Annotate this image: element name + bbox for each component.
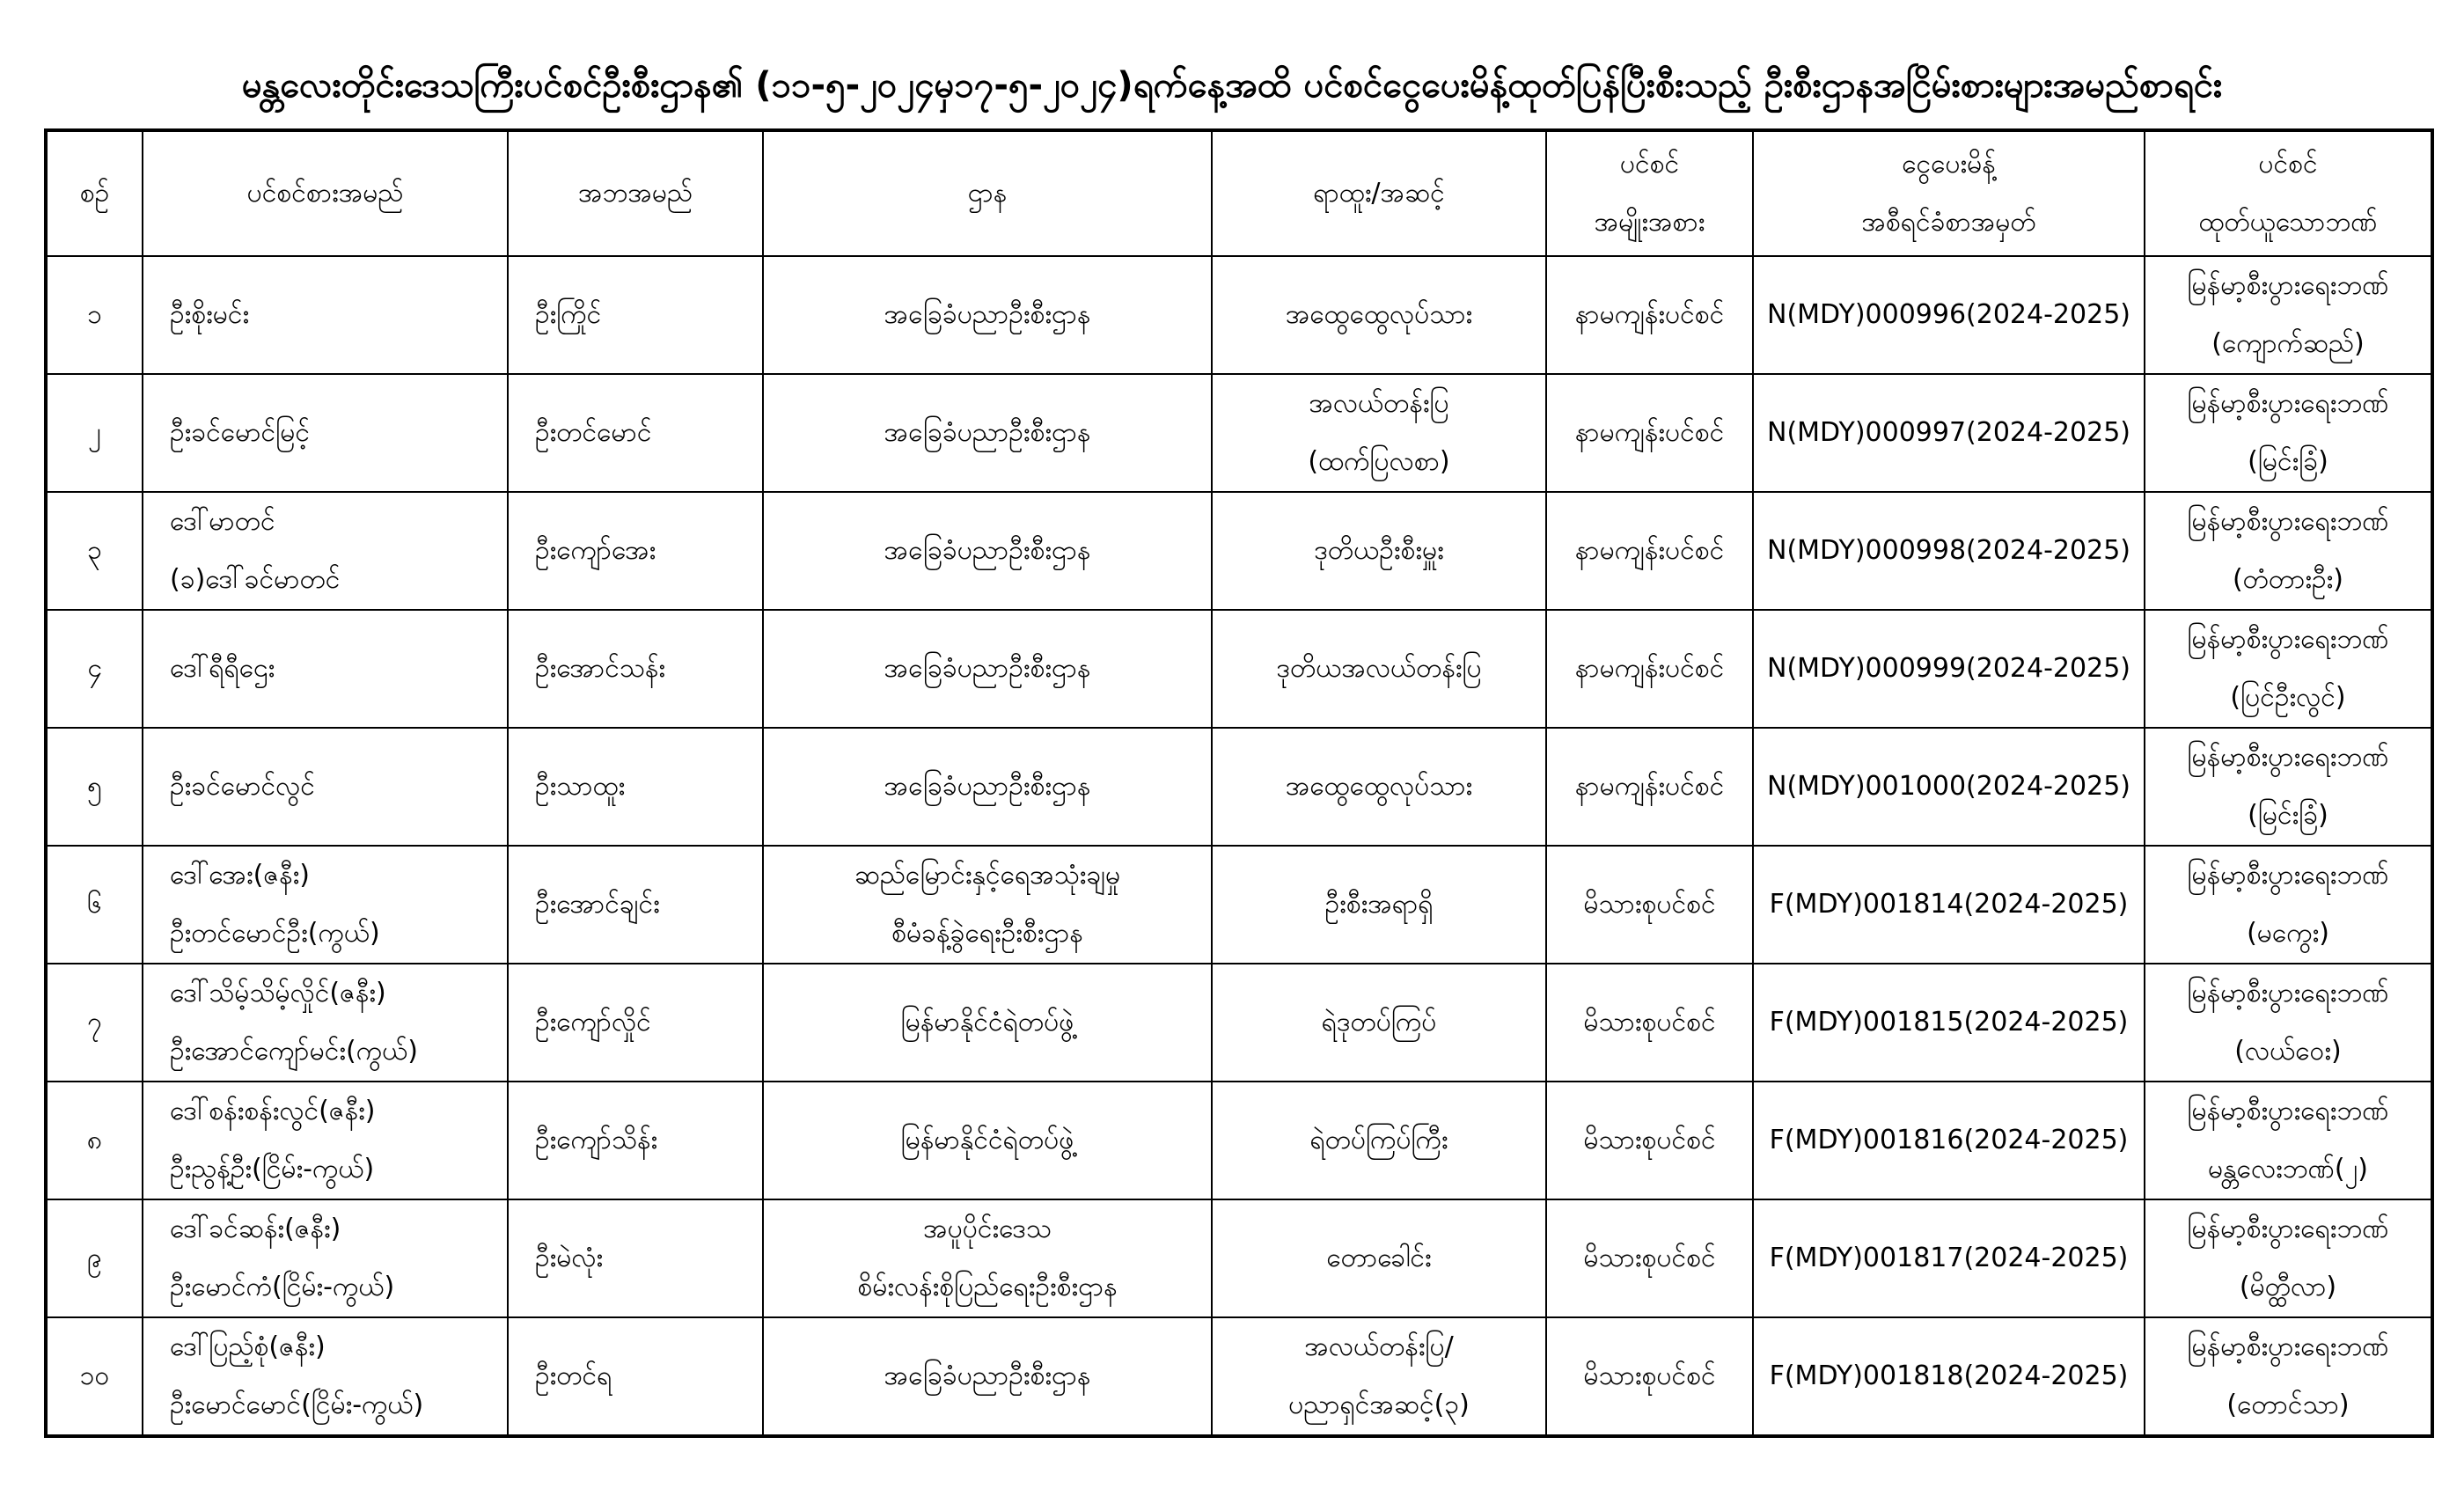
header-label-line: ငွေပေးမိန့် <box>1902 149 1996 180</box>
pension-type-cell-line: နာမကျန်းပင်စင် <box>1574 535 1725 566</box>
serial-cell-line: ၅ <box>87 771 102 802</box>
bank-cell-line: (ကျောက်ဆည်) <box>2211 328 2365 359</box>
serial-cell <box>46 964 143 1082</box>
bank-cell-line: မြန်မာ့စီးပွားရေးဘဏ် <box>2187 1096 2389 1126</box>
bank-cell <box>2145 964 2432 1082</box>
serial-cell-line: ၁ <box>87 299 102 330</box>
document-title: မန္တလေးတိုင်းဒေသကြီးပင်စင်ဦးစီးဌာန၏ (၁၁-၅-၂၀၂၄မှ၁၇-၅-၂၀၂၄)ရက်နေ့အထိ ပင်စင်ငွေပေးမိန့်ထုတ်ပြန်ပြီးစီးသည့် ဦးစီးဌာနအငြိမ်းစားများအမည်စာရင်း <box>241 65 2223 106</box>
pension-type-cell-line: နာမကျန်းပင်စင် <box>1574 417 1725 448</box>
report-number-cell-line: F(MDY)001815(2024-2025) <box>1769 1007 2129 1038</box>
serial-cell <box>46 728 143 846</box>
pension-type-cell-line: နာမကျန်းပင်စင် <box>1574 653 1725 684</box>
pensioner-name-cell <box>143 846 508 964</box>
serial-cell-line: ၄ <box>87 653 102 684</box>
header-label-line: အမျိုးအစား <box>1594 207 1705 238</box>
father-name-cell-line: ဦးကျော်လှိုင် <box>535 1007 651 1038</box>
pensioner-name-cell-line: ဒေါ်မာတင် <box>170 506 275 537</box>
serial-cell <box>46 846 143 964</box>
pensioner-name-cell-line: ဦးမောင်ကံ(ငြိမ်း-ကွယ်) <box>170 1272 395 1302</box>
father-name-cell <box>508 1082 763 1199</box>
bank-cell-line: မြန်မာ့စီးပွားရေးဘဏ် <box>2187 860 2389 891</box>
bank-cell-line: မြန်မာ့စီးပွားရေးဘဏ် <box>2187 978 2389 1008</box>
table-header-row <box>46 130 2432 256</box>
report-number-cell-line: N(MDY)000997(2024-2025) <box>1767 417 2130 448</box>
header-label-line: ပင်စင် <box>2258 149 2318 180</box>
serial-cell <box>46 256 143 374</box>
bank-cell <box>2145 1082 2432 1199</box>
serial-cell-line: ၈ <box>86 1125 103 1155</box>
bank-cell <box>2145 846 2432 964</box>
report-number-cell-line: N(MDY)000999(2024-2025) <box>1767 653 2130 684</box>
father-name-cell <box>508 1317 763 1436</box>
serial-cell-line: ၁၀ <box>79 1360 110 1391</box>
serial-cell-line: ၉ <box>87 1243 102 1273</box>
report-number-cell <box>1753 1082 2145 1199</box>
department-cell-line: ဆည်မြောင်းနှင့်ရေအသုံးချမှု <box>854 860 1121 891</box>
bank-cell-line: မြန်မာ့စီးပွားရေးဘဏ် <box>2187 1214 2389 1244</box>
bank-cell-line: (ပြင်ဦးလွင်) <box>2230 682 2346 713</box>
pensioner-name-cell-line: ဒေါ်စန်းစန်းလွင်(ဇနီး) <box>170 1096 376 1126</box>
table-row <box>46 492 2432 610</box>
bank-cell-line: (မိတ္ထီလာ) <box>2239 1272 2337 1302</box>
table-row <box>46 610 2432 728</box>
pension-type-cell-line: မိသားစုပင်စင် <box>1583 1243 1716 1273</box>
report-number-cell-line: F(MDY)001818(2024-2025) <box>1769 1360 2129 1391</box>
department-cell-line: မြန်မာနိုင်ငံရဲတပ်ဖွဲ့ <box>900 1125 1074 1155</box>
rank-cell <box>1212 1082 1546 1199</box>
bank-cell <box>2145 610 2432 728</box>
father-name-cell-line: ဦးအောင်ချင်း <box>535 889 660 920</box>
rank-cell <box>1212 1317 1546 1436</box>
rank-cell-line: အလယ်တန်းပြ <box>1309 388 1449 419</box>
bank-cell <box>2145 1317 2432 1436</box>
department-cell-line: အခြေခံပညာဦးစီးဌာန <box>884 299 1091 330</box>
report-number-cell <box>1753 374 2145 492</box>
report-number-cell-line: N(MDY)000998(2024-2025) <box>1767 535 2130 566</box>
father-name-cell-line: ဦးတင်ရ <box>535 1360 612 1391</box>
table-row <box>46 846 2432 964</box>
pensioner-name-cell <box>143 256 508 374</box>
report-number-cell <box>1753 610 2145 728</box>
pensioner-name-cell <box>143 610 508 728</box>
report-number-cell <box>1753 728 2145 846</box>
bank-cell-line: (မကွေး) <box>2247 918 2329 949</box>
father-name-cell <box>508 492 763 610</box>
department-cell-line: အခြေခံပညာဦးစီးဌာန <box>884 771 1091 802</box>
father-name-cell <box>508 374 763 492</box>
pensioner-name-cell <box>143 1317 508 1436</box>
pensioner-name-cell-line: ဦးအောင်ကျော်မင်း(ကွယ်) <box>170 1036 418 1067</box>
department-cell-line: မြန်မာနိုင်ငံရဲတပ်ဖွဲ့ <box>900 1007 1074 1038</box>
header-label-line: စဉ် <box>79 178 110 209</box>
pension-type-cell-line: နာမကျန်းပင်စင် <box>1574 771 1725 802</box>
pensioner-name-cell-line: ဦးစိုးမင်း <box>170 299 250 330</box>
bank-cell-line: မြန်မာ့စီးပွားရေးဘဏ် <box>2187 1331 2389 1362</box>
bank-cell <box>2145 256 2432 374</box>
pensioner-name-cell <box>143 1199 508 1317</box>
department-cell <box>763 846 1212 964</box>
rank-cell-line: ဦးစီးအရာရှိ <box>1324 889 1434 920</box>
bank-cell-line: မြန်မာ့စီးပွားရေးဘဏ် <box>2187 742 2389 773</box>
rank-cell-line: ပညာရှင်အဆင့်(၃) <box>1288 1390 1470 1420</box>
report-number-cell-line: F(MDY)001814(2024-2025) <box>1769 889 2129 920</box>
rank-cell <box>1212 1199 1546 1317</box>
department-cell-line: အခြေခံပညာဦးစီးဌာန <box>884 1360 1091 1391</box>
serial-cell-line: ၂ <box>88 417 101 448</box>
report-number-cell <box>1753 256 2145 374</box>
header-label-line: အစီရင်ခံစာအမှတ် <box>1861 207 2036 238</box>
father-name-cell-line: ဦးကျော်အေး <box>535 535 656 566</box>
header-label-line: ရာထူး/အဆင့် <box>1313 178 1445 209</box>
pension-type-cell <box>1546 846 1753 964</box>
department-cell-line: အပူပိုင်းဒေသ <box>923 1214 1052 1244</box>
father-name-cell <box>508 728 763 846</box>
department-cell <box>763 256 1212 374</box>
pensioner-name-cell-line: ဒေါ်အေး(ဇနီး) <box>170 860 310 891</box>
bank-cell <box>2145 374 2432 492</box>
pensioner-name-cell-line: ဒေါ်ခင်ဆန်း(ဇနီး) <box>170 1214 341 1244</box>
header-pensioner-name <box>143 130 508 256</box>
serial-cell <box>46 492 143 610</box>
bank-cell-line: (မြင်းခြံ) <box>2248 446 2328 477</box>
rank-cell-line: အလယ်တန်းပြ/ <box>1304 1331 1454 1362</box>
bank-cell <box>2145 728 2432 846</box>
serial-cell <box>46 610 143 728</box>
father-name-cell-line: ဦးမဲလုံး <box>535 1243 604 1273</box>
bank-cell <box>2145 492 2432 610</box>
rank-cell <box>1212 846 1546 964</box>
department-cell-line: အခြေခံပညာဦးစီးဌာန <box>884 417 1091 448</box>
header-department <box>763 130 1212 256</box>
report-number-cell-line: N(MDY)001000(2024-2025) <box>1767 771 2130 802</box>
pension-type-cell-line: မိသားစုပင်စင် <box>1583 1125 1716 1155</box>
bank-cell-line: (တံတားဦး) <box>2232 564 2344 595</box>
report-number-cell <box>1753 1199 2145 1317</box>
table-row <box>46 964 2432 1082</box>
rank-cell-line: ဒုတိယအလယ်တန်းပြ <box>1276 653 1482 684</box>
header-rank <box>1212 130 1546 256</box>
table-row <box>46 728 2432 846</box>
rank-cell <box>1212 492 1546 610</box>
header-bank <box>2145 130 2432 256</box>
rank-cell <box>1212 964 1546 1082</box>
rank-cell-line: ရဲဒုတပ်ကြပ် <box>1321 1007 1437 1038</box>
department-cell <box>763 1199 1212 1317</box>
table-row <box>46 256 2432 374</box>
bank-cell-line: မြန်မာ့စီးပွားရေးဘဏ် <box>2187 270 2389 301</box>
department-cell <box>763 610 1212 728</box>
pension-type-cell-line: မိသားစုပင်စင် <box>1583 889 1716 920</box>
table-body <box>46 256 2432 1436</box>
pensioner-name-cell-line: ဒေါ်ရီရီဌေး <box>170 653 275 684</box>
table-row <box>46 1199 2432 1317</box>
father-name-cell-line: ဦးကျော်သိန်း <box>535 1125 658 1155</box>
bank-cell-line: မြန်မာ့စီးပွားရေးဘဏ် <box>2187 388 2389 419</box>
header-father-name <box>508 130 763 256</box>
department-cell <box>763 728 1212 846</box>
pension-type-cell <box>1546 1199 1753 1317</box>
pension-type-cell <box>1546 1082 1753 1199</box>
report-number-cell-line: F(MDY)001817(2024-2025) <box>1769 1243 2129 1273</box>
pensioner-name-cell-line: (ခ)ဒေါ်ခင်မာတင် <box>170 564 341 595</box>
pensioner-name-cell-line: ဒေါ်ပြည့်စုံ(ဇနီး) <box>170 1331 326 1362</box>
department-cell-line: စီမံခန့်ခွဲရေးဦးစီးဌာန <box>891 918 1083 949</box>
header-serial <box>46 130 143 256</box>
rank-cell-line: ရဲတပ်ကြပ်ကြီး <box>1309 1125 1448 1155</box>
header-label-line: ပင်စင် <box>1619 149 1680 180</box>
table-row <box>46 1082 2432 1199</box>
department-cell <box>763 374 1212 492</box>
pension-type-cell <box>1546 492 1753 610</box>
rank-cell <box>1212 610 1546 728</box>
pensioner-name-cell-line: ဦးညွန့်ဦး(ငြိမ်း-ကွယ်) <box>170 1154 375 1184</box>
father-name-cell <box>508 256 763 374</box>
pension-type-cell <box>1546 374 1753 492</box>
pensioner-name-cell <box>143 374 508 492</box>
header-report-number <box>1753 130 2145 256</box>
father-name-cell-line: ဦးကြိုင် <box>535 299 602 330</box>
serial-cell-line: ၃ <box>87 535 102 566</box>
father-name-cell <box>508 610 763 728</box>
pensioner-name-cell-line: ဦးခင်မောင်လွင် <box>170 771 315 802</box>
department-cell <box>763 492 1212 610</box>
pensioner-name-cell-line: ဦးတင်မောင်ဦး(ကွယ်) <box>170 918 380 949</box>
bank-cell-line: မြန်မာ့စီးပွားရေးဘဏ် <box>2187 506 2389 537</box>
report-number-cell-line: F(MDY)001816(2024-2025) <box>1769 1125 2129 1155</box>
pension-type-cell <box>1546 964 1753 1082</box>
rank-cell <box>1212 256 1546 374</box>
pension-type-cell <box>1546 1317 1753 1436</box>
father-name-cell-line: ဦးအောင်သန်း <box>535 653 666 684</box>
report-number-cell-line: N(MDY)000996(2024-2025) <box>1767 299 2130 330</box>
pension-type-cell-line: မိသားစုပင်စင် <box>1583 1360 1716 1391</box>
department-cell <box>763 964 1212 1082</box>
report-number-cell <box>1753 492 2145 610</box>
department-cell-line: အခြေခံပညာဦးစီးဌာန <box>884 653 1091 684</box>
header-label-line: ထုတ်ယူသောဘဏ် <box>2198 207 2378 238</box>
rank-cell <box>1212 374 1546 492</box>
pension-type-cell <box>1546 728 1753 846</box>
bank-cell-line: (မြင်းခြံ) <box>2248 800 2328 831</box>
report-number-cell <box>1753 1317 2145 1436</box>
bank-cell-line: မန္တလေးဘဏ်(၂) <box>2208 1154 2368 1184</box>
rank-cell-line: (ထက်ပြလစာ) <box>1308 446 1450 477</box>
bank-cell-line: မြန်မာ့စီးပွားရေးဘဏ် <box>2187 624 2389 655</box>
serial-cell-line: ၇ <box>87 1007 102 1038</box>
serial-cell <box>46 374 143 492</box>
pension-type-cell-line: နာမကျန်းပင်စင် <box>1574 299 1725 330</box>
pension-type-cell-line: မိသားစုပင်စင် <box>1583 1007 1716 1038</box>
bank-cell-line: (တောင်သာ) <box>2226 1390 2350 1420</box>
pension-type-cell <box>1546 256 1753 374</box>
pensioner-name-cell-line: ဒေါ်သိမ့်သိမ့်လှိုင်(ဇနီး) <box>170 978 386 1008</box>
department-cell-line: အခြေခံပညာဦးစီးဌာန <box>884 535 1091 566</box>
department-cell <box>763 1082 1212 1199</box>
pensioner-name-cell <box>143 728 508 846</box>
serial-cell-line: ၆ <box>87 889 102 920</box>
rank-cell-line: အထွေထွေလုပ်သား <box>1285 299 1473 330</box>
pension-type-cell <box>1546 610 1753 728</box>
bank-cell <box>2145 1199 2432 1317</box>
report-number-cell <box>1753 846 2145 964</box>
serial-cell <box>46 1317 143 1436</box>
pensioner-table <box>44 128 2434 1438</box>
pensioner-name-cell-line: ဦးမောင်မောင်(ငြိမ်း-ကွယ်) <box>170 1390 424 1420</box>
table-row <box>46 374 2432 492</box>
father-name-cell <box>508 1199 763 1317</box>
father-name-cell-line: ဦးတင်မောင် <box>535 417 652 448</box>
rank-cell <box>1212 728 1546 846</box>
header-label-line: ဌာန <box>967 178 1008 209</box>
bank-cell-line: (လယ်ဝေး) <box>2234 1036 2342 1067</box>
father-name-cell <box>508 964 763 1082</box>
pensioner-name-cell-line: ဦးခင်မောင်မြင့် <box>170 417 310 448</box>
pensioner-name-cell <box>143 492 508 610</box>
rank-cell-line: အထွေထွေလုပ်သား <box>1285 771 1473 802</box>
serial-cell <box>46 1199 143 1317</box>
pensioner-name-cell <box>143 1082 508 1199</box>
rank-cell-line: ဒုတိယဦးစီးမှူး <box>1314 535 1444 566</box>
department-cell-line: စိမ်းလန်းစိုပြည်ရေးဦးစီးဌာန <box>857 1272 1118 1302</box>
report-number-cell <box>1753 964 2145 1082</box>
father-name-cell <box>508 846 763 964</box>
header-pension-type <box>1546 130 1753 256</box>
serial-cell <box>46 1082 143 1199</box>
table-row <box>46 1317 2432 1436</box>
department-cell <box>763 1317 1212 1436</box>
father-name-cell-line: ဦးသာထူး <box>535 771 626 802</box>
pensioner-name-cell <box>143 964 508 1082</box>
header-label-line: အဘအမည် <box>577 178 693 209</box>
header-label-line: ပင်စင်စားအမည် <box>246 178 404 209</box>
rank-cell-line: တောခေါင်း <box>1326 1243 1432 1273</box>
